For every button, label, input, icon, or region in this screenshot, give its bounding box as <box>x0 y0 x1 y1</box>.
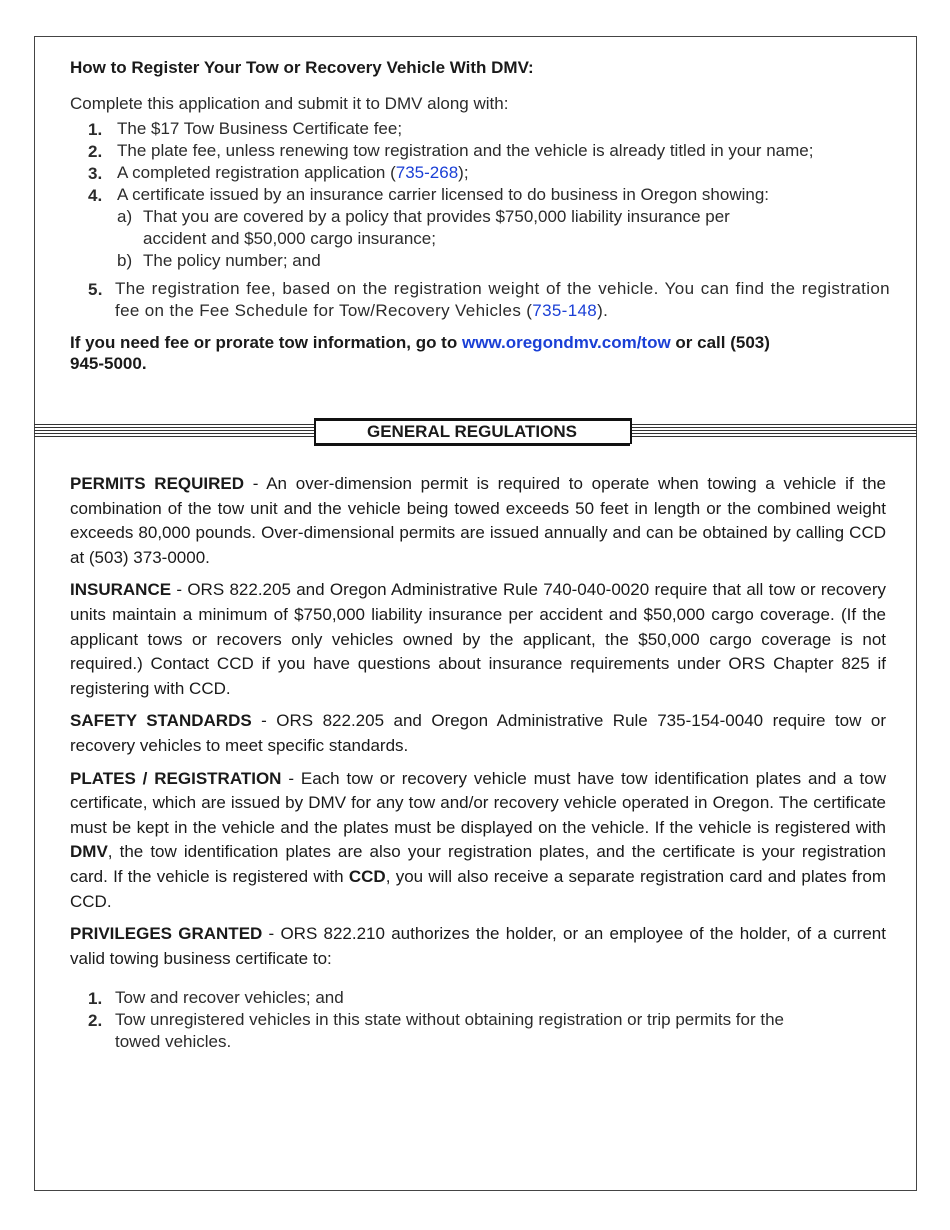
insurance-paragraph <box>70 578 886 701</box>
fee-note-phone: or call (503) 945-5000. <box>70 333 770 373</box>
regulations-section <box>70 472 886 1053</box>
plates-text: , you will also receive a separate registration card and plates from CCD. <box>70 866 887 911</box>
instructions-heading: How to Register Your Tow or Recovery Vehicle With DMV: <box>70 58 534 77</box>
safety-paragraph <box>70 709 886 758</box>
banner-edge <box>630 418 632 444</box>
instructions-list <box>0 118 890 322</box>
form-735-268-link[interactable]: 735-268 <box>395 163 459 182</box>
banner-edge <box>314 418 316 444</box>
plates-ccd: CCD <box>348 866 386 886</box>
sub-letter: a) <box>117 207 133 226</box>
fee-info-note <box>70 332 805 374</box>
instructions-section <box>70 58 890 374</box>
plates-title: PLATES / REGISTRATION <box>70 768 282 788</box>
list-item <box>0 184 937 272</box>
list-text: Tow and recover vehicles; and <box>115 988 344 1008</box>
list-number: 2. <box>88 1011 103 1031</box>
list-text: ). <box>597 301 609 320</box>
instructions-intro: Complete this application and submit it to DMV along with: <box>70 94 509 113</box>
plates-dmv: DMV <box>70 842 108 862</box>
list-number: 2. <box>88 142 103 161</box>
plates-paragraph <box>70 767 886 915</box>
permits-text: - An over-dimension permit is required to operate when towing a vehicle if the combination of the tow unit and the vehicle being towed exceeds 50 feet in length or the combined weight exceeds 80,000 pounds. Over-dimensional permits are issued annually and can be obtained by calling CCD at (503) 373-0000. <box>70 474 886 567</box>
list-item <box>0 987 815 1009</box>
list-text: The $17 Tow Business Certificate fee; <box>117 119 403 138</box>
privileges-text: - ORS 822.210 authorizes the holder, or an employee of the holder, of a current valid towing business certificate to: <box>70 924 886 968</box>
plates-text: , the tow identification plates are also your registration plates, and the certificate is your registration card. If the vehicle is registered with <box>70 842 886 886</box>
plates-text: - Each tow or recovery vehicle must have tow identification plates and a tow certificate, which are issued by DMV for any tow and/or recovery vehicle operated in Oregon. The certificate must be kept in the vehicle and the plates must be displayed on the vehicle. If the vehicle is registered with <box>70 768 886 837</box>
safety-title: SAFETY STANDARDS <box>70 711 252 731</box>
list-text: A certificate issued by an insurance carrier licensed to do business in Oregon showing: <box>117 185 770 204</box>
list-text: ); <box>458 163 469 182</box>
sub-item <box>117 206 788 250</box>
safety-text: - ORS 822.205 and Oregon Administrative Rule 735-154-0040 require tow or recovery vehicles to meet specific standards. <box>70 711 886 755</box>
list-item <box>0 1009 815 1053</box>
permits-title: PERMITS REQUIRED <box>70 474 245 493</box>
section-divider <box>34 418 917 444</box>
sub-item <box>117 250 937 272</box>
insurance-text: - ORS 822.205 and Oregon Administrative Rule 740-040-0020 require that all tow or recovery units maintain a minimum of $750,000 liability insurance per accident and $50,000 cargo coverage. (If the applicant tows or recovers only vehicles owned by the applicant, the $50,000 cargo coverage is not required.) Contact CCD if you have questions about insurance requirements under ORS Chapter 825 if registering with CCD. <box>70 580 886 698</box>
list-number: 1. <box>88 989 103 1009</box>
section-title: GENERAL REGULATIONS <box>314 418 630 446</box>
form-735-148-link[interactable]: 735-148 <box>532 301 598 320</box>
list-number: 1. <box>88 120 103 139</box>
list-number: 5. <box>88 280 103 299</box>
list-text: Tow unregistered vehicles in this state without obtaining registration or trip permits for the towed vehicles. <box>115 1010 784 1052</box>
sub-text: The policy number; and <box>143 251 321 270</box>
list-text: The plate fee, unless renewing tow registration and the vehicle is already titled in your name; <box>117 141 814 160</box>
list-item <box>0 162 937 184</box>
privileges-list <box>0 987 886 1053</box>
list-text: The registration fee, based on the registration weight of the vehicle. You can find the registration fee on the Fee Schedule for Tow/Recovery Vehicles ( <box>115 279 890 320</box>
fee-note-text: If you need fee or prorate tow information, go to <box>70 333 462 352</box>
permits-paragraph <box>70 472 886 570</box>
list-text: A completed registration application ( <box>117 163 396 182</box>
sub-letter: b) <box>117 251 133 270</box>
sub-text: That you are covered by a policy that provides $750,000 liability insurance per accident and $50,000 cargo insurance; <box>143 207 730 248</box>
privileges-paragraph <box>70 922 886 971</box>
list-number: 4. <box>88 186 103 205</box>
list-item <box>0 140 937 162</box>
insurance-title: INSURANCE <box>70 580 172 600</box>
privileges-title: PRIVILEGES GRANTED <box>70 924 263 944</box>
list-item <box>0 118 937 140</box>
dmv-tow-url-link[interactable]: www.oregondmv.com/tow <box>461 333 671 352</box>
list-number: 3. <box>88 164 103 183</box>
list-item <box>0 278 890 322</box>
